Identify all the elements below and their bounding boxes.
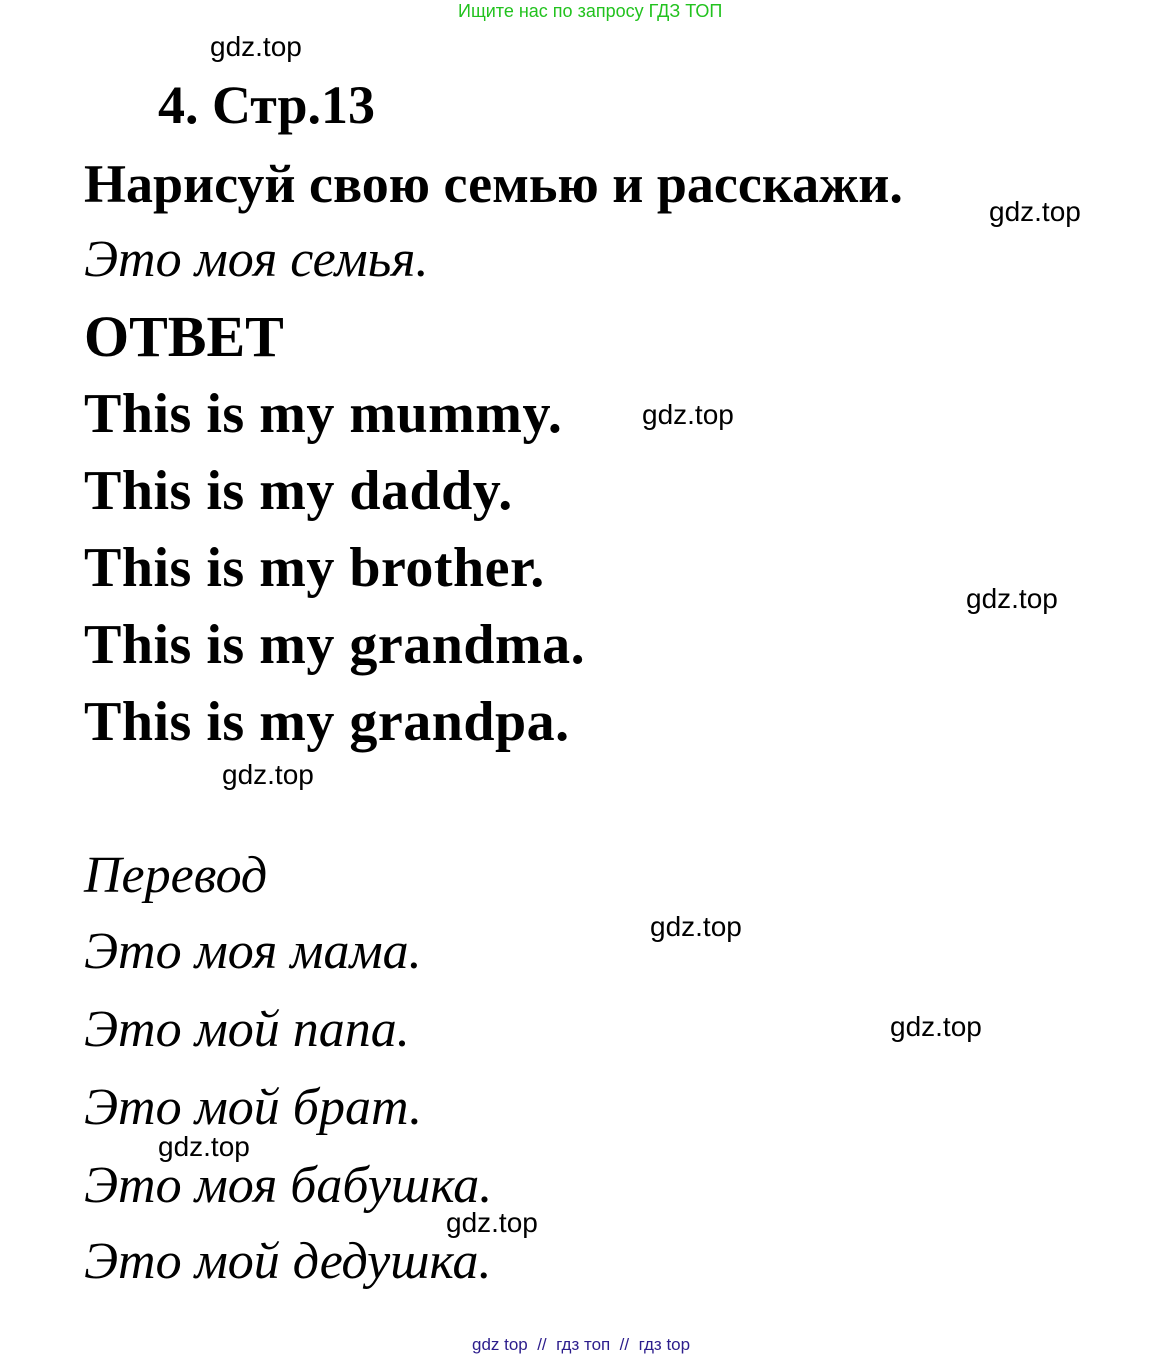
translation-line-4: Это моя бабушка.: [84, 1157, 493, 1214]
watermark: gdz.top: [966, 583, 1058, 614]
translation-label: Перевод: [84, 847, 268, 904]
answer-line-4: This is my grandma.: [84, 614, 586, 676]
translation-line-5: Это мой дедушка.: [84, 1233, 492, 1290]
translation-line-3: Это мой брат.: [84, 1079, 423, 1136]
answer-line-3: This is my brother.: [84, 537, 545, 599]
watermark: gdz.top: [446, 1207, 538, 1238]
watermark: gdz.top: [890, 1011, 982, 1042]
translation-line-2: Это мой папа.: [84, 1001, 410, 1058]
answer-line-2: This is my daddy.: [84, 460, 513, 522]
answer-label: ОТВЕТ: [84, 304, 284, 369]
answer-line-5: This is my grandpa.: [84, 691, 570, 753]
watermark: gdz.top: [158, 1131, 250, 1162]
footer-links[interactable]: gdz top // гдз топ // гдз top: [472, 1335, 691, 1354]
watermark: gdz.top: [989, 196, 1081, 227]
watermark: gdz.top: [650, 911, 742, 942]
watermark: gdz.top: [210, 31, 302, 62]
task-instruction: Нарисуй свою семью и расскажи.: [84, 154, 903, 214]
top-banner[interactable]: Ищите нас по запросу ГДЗ ТОП: [458, 1, 723, 21]
translation-line-1: Это моя мама.: [84, 923, 422, 980]
task-prompt: Это моя семья.: [84, 231, 429, 288]
task-heading: 4. Стр.13: [158, 75, 376, 135]
answer-line-1: This is my mummy.: [84, 383, 563, 445]
watermark: gdz.top: [222, 759, 314, 790]
watermark: gdz.top: [642, 399, 734, 430]
